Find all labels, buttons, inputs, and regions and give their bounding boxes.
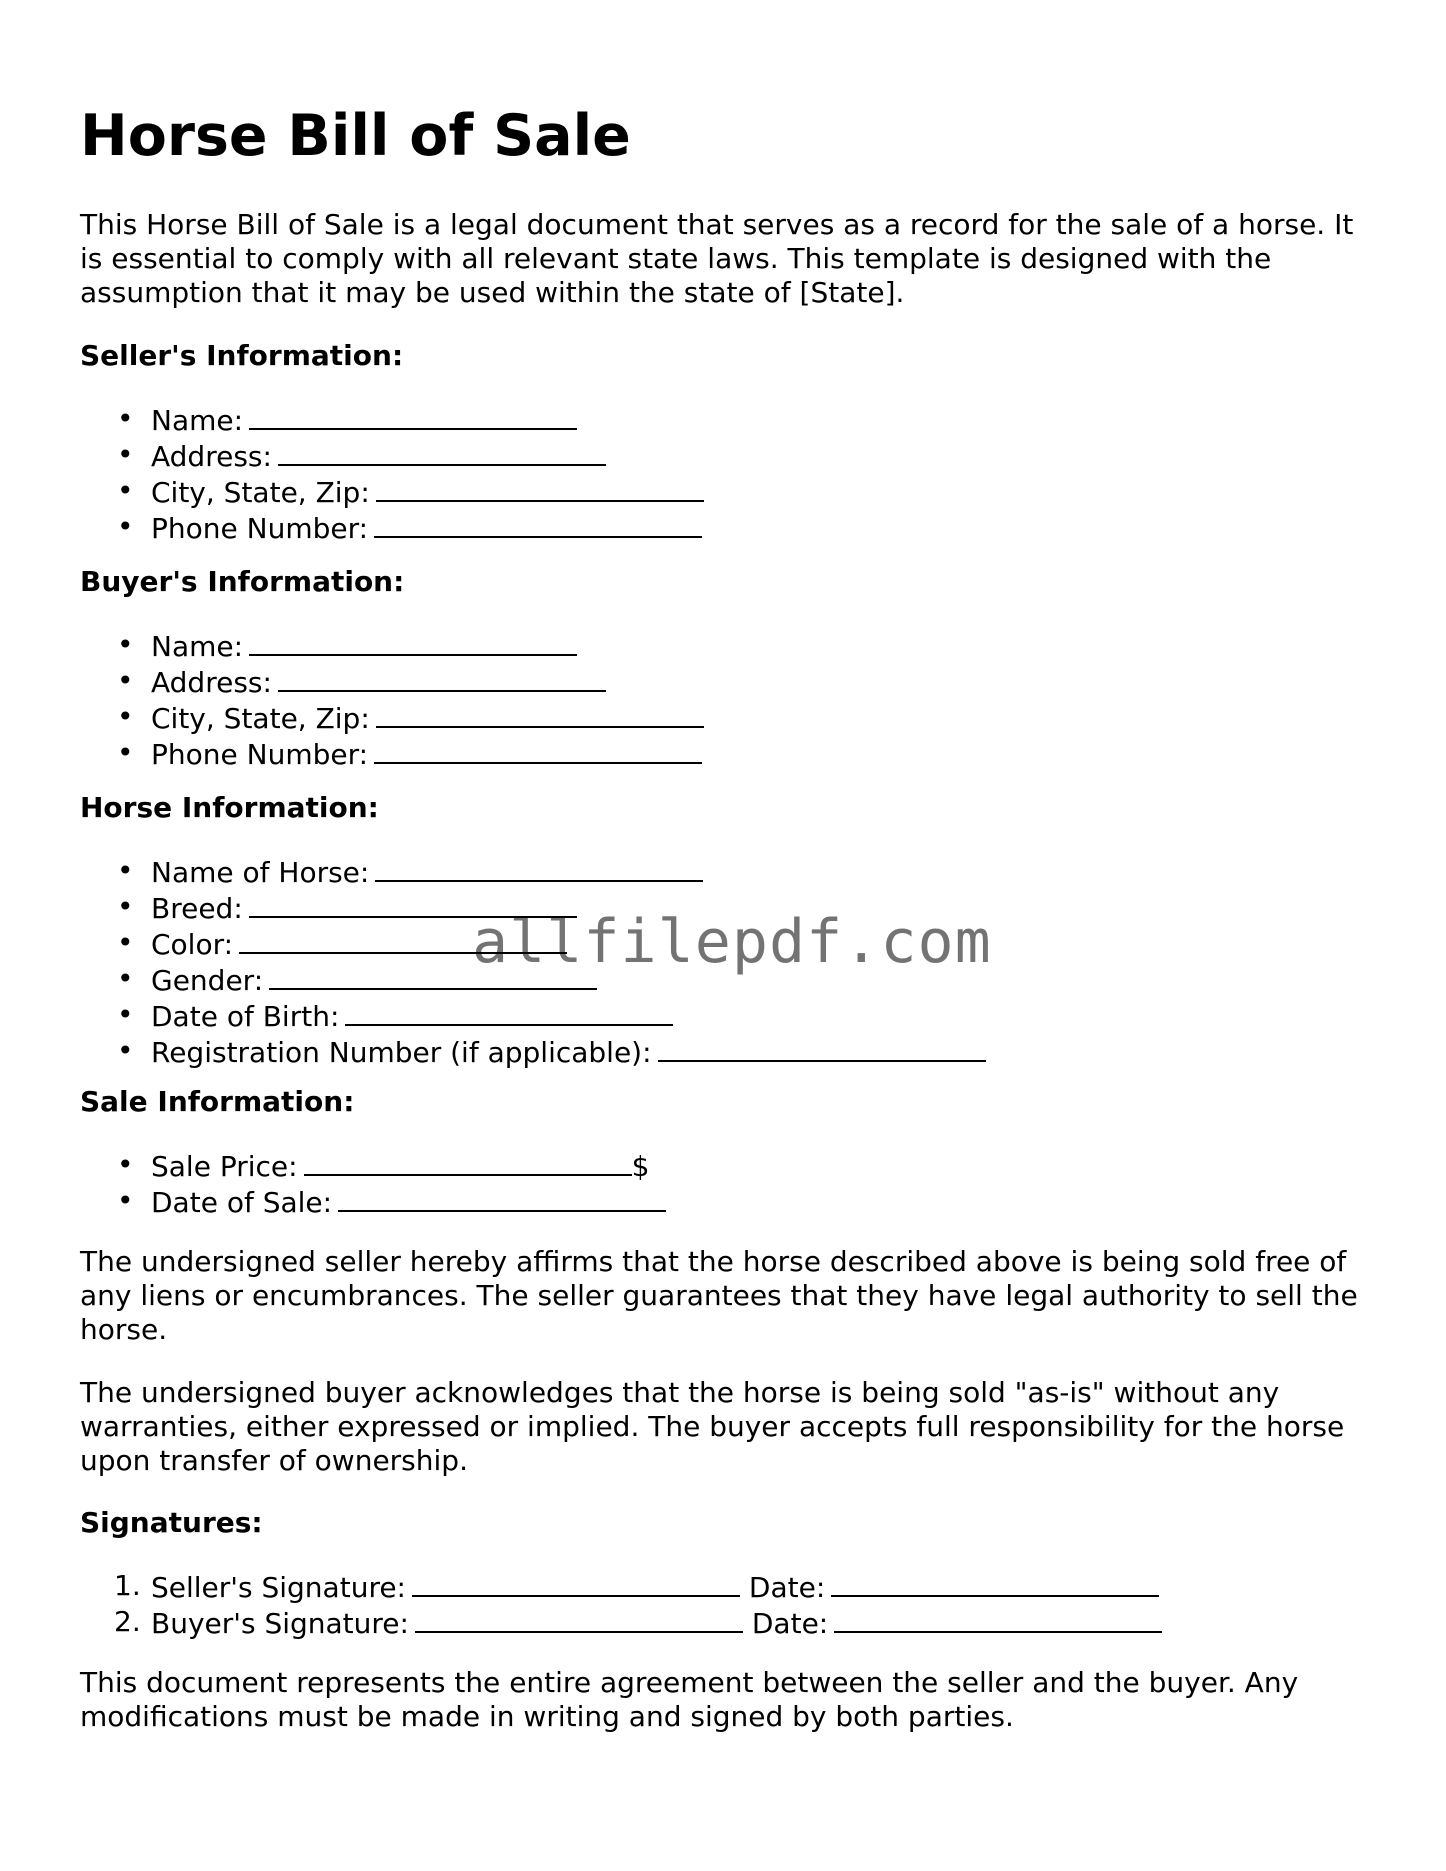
fill-in-line[interactable] (375, 854, 703, 882)
field-label: Name of Horse: (151, 856, 370, 889)
field-label: City, State, Zip: (151, 476, 370, 509)
field-label: Buyer's Signature: (151, 1607, 409, 1640)
seller-name-field (80, 402, 704, 438)
fill-in-line[interactable] (249, 402, 577, 430)
bullet: • (117, 510, 134, 543)
buyer-city-state-zip-field (80, 700, 704, 736)
seller-signature-field (80, 1569, 1162, 1605)
buyer-acknowledgement-paragraph: The undersigned buyer acknowledges that the horse is being sold "as-is" without any warranties, either expressed or implied. The buyer accepts full responsibility for the horse upon transfer of ownership. (80, 1376, 1345, 1477)
field-label: Registration Number (if applicable): (151, 1036, 652, 1069)
fill-in-line[interactable] (249, 628, 577, 656)
seller-affirmation-paragraph: The undersigned seller hereby affirms that the horse described above is being sold free of any liens or encumbrances. The seller guarantees that they have legal authority to sell the horse. (80, 1245, 1358, 1346)
bullet: • (117, 402, 134, 435)
field-label: City, State, Zip: (151, 702, 370, 735)
field-label: Phone Number: (151, 512, 369, 545)
seller-heading: Seller's Information: (80, 339, 404, 372)
buyer-name-field (80, 628, 704, 664)
fill-in-line[interactable] (304, 1148, 632, 1176)
sale-fields (80, 1148, 666, 1220)
fill-in-line[interactable] (345, 998, 673, 1026)
bullet: • (117, 926, 134, 959)
buyer-signature-field (80, 1605, 1162, 1641)
seller-city-state-zip-field (80, 474, 704, 510)
bullet: • (117, 736, 134, 769)
field-label: Gender: (151, 964, 264, 997)
date-label: Date: (748, 1571, 826, 1604)
sale-date-field (80, 1184, 666, 1220)
field-label: Breed: (151, 892, 243, 925)
bullet: • (117, 1184, 134, 1217)
list-number: 1. (114, 1569, 141, 1602)
bullet: • (117, 474, 134, 507)
bullet: • (117, 664, 134, 697)
bullet: • (117, 1034, 134, 1067)
field-label: Seller's Signature: (151, 1571, 406, 1604)
intro-paragraph: This Horse Bill of Sale is a legal document that serves as a record for the sale of a horse. It is essential to comply with all relevant state laws. This template is designed with the assumption that it may be used within the state of [State]. (80, 208, 1354, 309)
date-line[interactable] (834, 1605, 1162, 1633)
fill-in-line[interactable] (658, 1034, 986, 1062)
seller-phone-field (80, 510, 704, 546)
field-label: Date of Birth: (151, 1000, 340, 1033)
bullet: • (117, 998, 134, 1031)
field-label: Name: (151, 404, 244, 437)
fill-in-line[interactable] (338, 1184, 666, 1212)
buyer-heading: Buyer's Information: (80, 565, 405, 598)
seller-address-field (80, 438, 704, 474)
document-title: Horse Bill of Sale (80, 103, 631, 169)
bullet: • (117, 438, 134, 471)
horse-heading: Horse Information: (80, 791, 379, 824)
currency-suffix: $ (631, 1150, 650, 1183)
field-label: Address: (151, 440, 272, 473)
fill-in-line[interactable] (278, 664, 606, 692)
date-line[interactable] (831, 1569, 1159, 1597)
bullet: • (117, 854, 134, 887)
sale-heading: Sale Information: (80, 1085, 355, 1118)
fill-in-line[interactable] (374, 736, 702, 764)
field-label: Phone Number: (151, 738, 369, 771)
fill-in-line[interactable] (278, 438, 606, 466)
field-label: Date of Sale: (151, 1186, 333, 1219)
horse-dob-field (80, 998, 986, 1034)
signatures-heading: Signatures: (80, 1506, 263, 1539)
fill-in-line[interactable] (376, 700, 704, 728)
horse-registration-field (80, 1034, 986, 1070)
horse-name-field (80, 854, 986, 890)
list-number: 2. (114, 1605, 141, 1638)
sale-price-field (80, 1148, 666, 1184)
buyer-address-field (80, 664, 704, 700)
buyer-phone-field (80, 736, 704, 772)
signature-line[interactable] (412, 1569, 740, 1597)
field-label: Address: (151, 666, 272, 699)
bullet: • (117, 1148, 134, 1181)
fill-in-line[interactable] (374, 510, 702, 538)
watermark: allfilepdf.com (472, 907, 992, 977)
date-label: Date: (751, 1607, 829, 1640)
fill-in-line[interactable] (376, 474, 704, 502)
seller-fields (80, 402, 704, 546)
buyer-fields (80, 628, 704, 772)
bullet: • (117, 890, 134, 923)
field-label: Color: (151, 928, 234, 961)
field-label: Name: (151, 630, 244, 663)
closing-paragraph: This document represents the entire agreement between the seller and the buyer. Any modifications must be made in writing and signed by both parties. (80, 1666, 1299, 1733)
bullet: • (117, 628, 134, 661)
signature-line[interactable] (415, 1605, 743, 1633)
field-label: Sale Price: (151, 1150, 298, 1183)
bullet: • (117, 962, 134, 995)
bullet: • (117, 700, 134, 733)
signature-fields (80, 1569, 1162, 1641)
